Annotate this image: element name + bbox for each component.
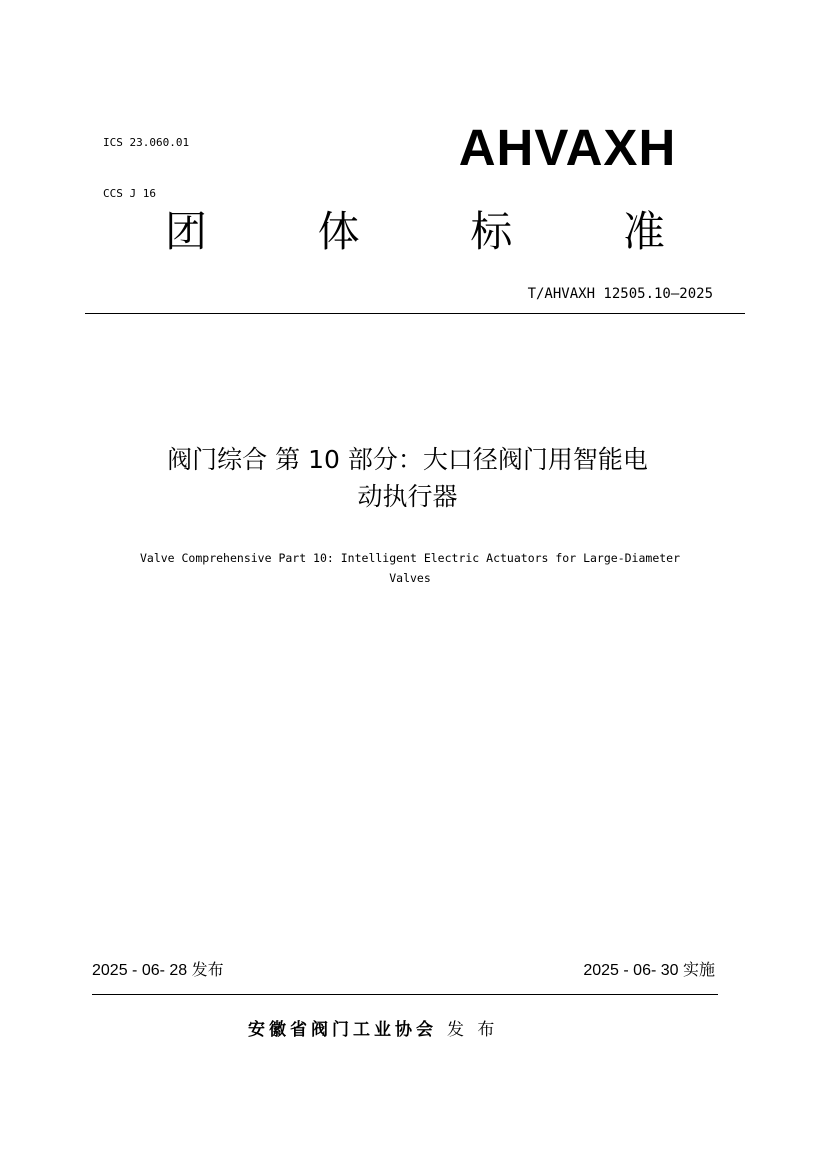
standard-number: T/AHVAXH 12505.10—2025 <box>527 286 713 302</box>
standard-type <box>165 203 665 261</box>
title-chinese-line: 动执行器 <box>357 482 458 511</box>
standard-type-char: 准 <box>622 207 665 256</box>
standard-type-char: 标 <box>470 207 513 256</box>
publisher-name: 安徽省阀门工业协会 <box>248 1020 437 1040</box>
title-chinese <box>100 441 715 515</box>
header-divider <box>85 313 745 314</box>
footer-divider <box>92 994 718 995</box>
publisher <box>248 1018 578 1042</box>
standard-type-char: 团 <box>165 207 208 256</box>
ics-code: ICS 23.060.01 <box>103 136 190 149</box>
title-english-line: Valve Comprehensive Part 10: Intelligent Electric Actuators for Large-Diameter <box>139 551 681 565</box>
title-english <box>80 548 740 588</box>
organization-code: AHVAXH <box>458 119 677 176</box>
classification-codes <box>103 100 189 219</box>
publisher-suffix: 发 布 <box>447 1020 499 1040</box>
implementation-date: 2025 - 06- 30 实施 <box>583 962 715 979</box>
title-chinese-line: 阀门综合 第 10 部分：大口径阀门用智能电 <box>167 445 648 474</box>
ccs-code: CCS J 16 <box>103 187 156 200</box>
title-english-line: Valves <box>389 571 431 585</box>
publish-date: 2025 - 06- 28 发布 <box>92 962 224 979</box>
standard-type-char: 体 <box>317 207 360 256</box>
